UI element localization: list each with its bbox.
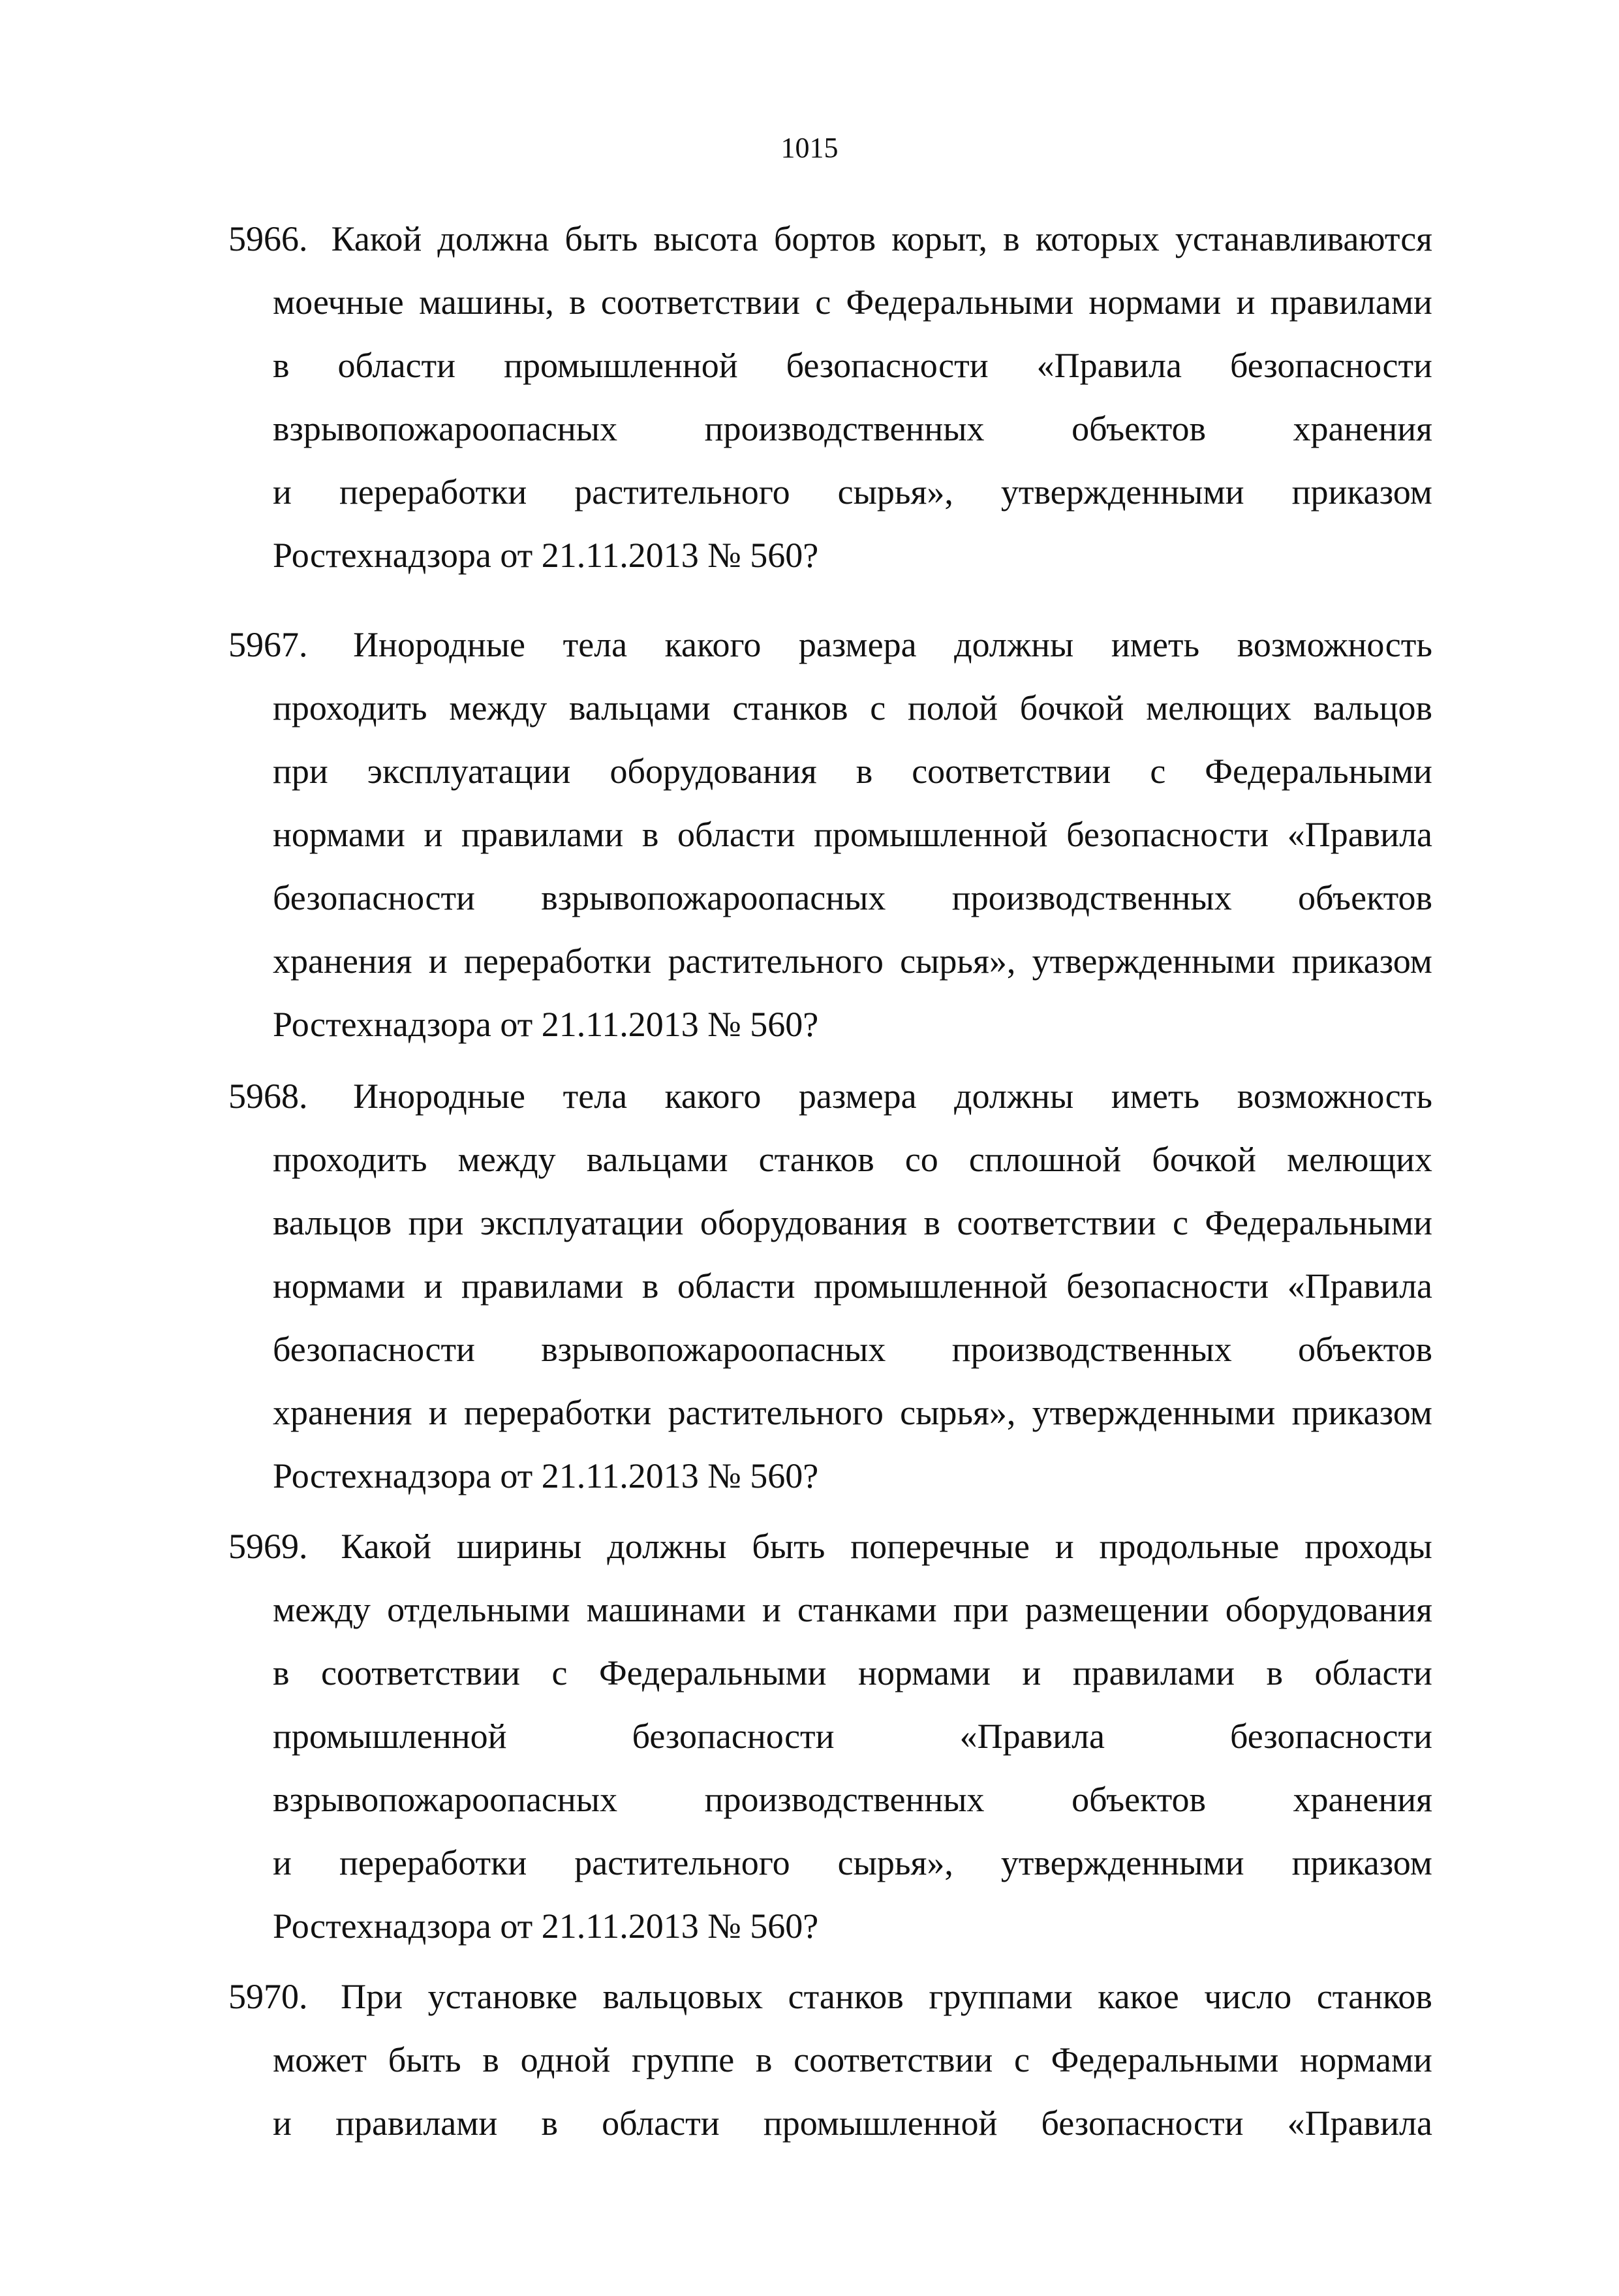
word: вальцовых	[602, 1977, 763, 2016]
question-line	[228, 1578, 1432, 1642]
word: иметь	[1111, 1077, 1200, 1116]
word: и	[273, 1843, 292, 1882]
word: «Правила	[1287, 1266, 1432, 1306]
word: соответствии	[794, 2040, 993, 2079]
word: с	[815, 283, 831, 322]
question-line	[228, 461, 1432, 524]
word: возможность	[1237, 1077, 1432, 1116]
word: взрывопожароопасных	[541, 878, 886, 917]
word: объектов	[1072, 1780, 1206, 1819]
question-line	[228, 1895, 1432, 1958]
question-line	[228, 1255, 1432, 1318]
word: группами	[929, 1977, 1073, 2016]
word: хранения	[273, 1393, 412, 1432]
word: оборудования	[609, 752, 817, 791]
word: оборудования	[700, 1203, 908, 1242]
word: Федеральными	[1205, 1203, 1432, 1242]
word: соответствии	[320, 1653, 521, 1692]
question-line	[228, 1445, 1432, 1508]
word: при	[408, 1203, 464, 1242]
question-line	[228, 1831, 1432, 1895]
word: одной	[520, 2040, 611, 2079]
word: эксплуатации	[480, 1203, 684, 1242]
question-line	[228, 2028, 1432, 2092]
question-text: Ростехнадзора от 21.11.2013 № 560?	[273, 1005, 819, 1044]
word: поперечные	[850, 1527, 1030, 1566]
question-line	[228, 1768, 1432, 1831]
word: бочкой	[1152, 1140, 1256, 1179]
word: быть	[564, 219, 638, 258]
question-text: Ростехнадзора от 21.11.2013 № 560?	[273, 1456, 819, 1495]
word: между	[273, 1590, 371, 1629]
word: и	[424, 815, 443, 854]
word: области	[677, 815, 795, 854]
word: в	[641, 815, 659, 854]
word: и	[1022, 1653, 1041, 1692]
word: со	[904, 1140, 938, 1179]
word: безопасности	[632, 1717, 835, 1756]
word: Федеральными	[598, 1653, 827, 1692]
question-line	[228, 1128, 1432, 1191]
word: соответствии	[600, 283, 801, 322]
question-line	[228, 1965, 1432, 2028]
word: сырья»,	[837, 472, 953, 512]
word: и	[273, 472, 292, 512]
question-line	[228, 271, 1432, 334]
word: мелющих	[1287, 1140, 1432, 1179]
word: и	[273, 2104, 292, 2143]
word: в	[569, 283, 586, 322]
word: может	[273, 2040, 367, 2079]
word: станков	[1316, 1977, 1432, 2016]
word: объектов	[1298, 1330, 1432, 1369]
word: безопасности	[1066, 1266, 1269, 1306]
word: вальцов	[1313, 688, 1432, 727]
word: какого	[664, 625, 762, 664]
word: нормами	[858, 1653, 991, 1692]
word: с	[1172, 1203, 1188, 1242]
word: приказом	[1291, 941, 1432, 981]
word: группе	[632, 2040, 735, 2079]
word: нормами	[1088, 283, 1222, 322]
question-number: 5967.	[228, 625, 308, 664]
word: машины,	[419, 283, 554, 322]
word: безопасности	[1041, 2104, 1244, 2143]
word: полой	[907, 688, 998, 727]
question-line	[228, 2092, 1432, 2155]
word: при	[273, 752, 328, 791]
word: в	[541, 2104, 558, 2143]
word: какое	[1098, 1977, 1179, 2016]
word: безопасности	[786, 346, 989, 385]
word: вальцов	[273, 1203, 392, 1242]
word: станков	[788, 1977, 904, 2016]
word: в	[641, 1266, 659, 1306]
word: в	[482, 2040, 499, 2079]
word: установке	[427, 1977, 578, 2016]
word: и	[1236, 283, 1256, 322]
word: Инородные	[353, 625, 526, 664]
question-line	[228, 1318, 1432, 1381]
word: тела	[563, 1077, 628, 1116]
word: быть	[388, 2040, 461, 2079]
word: станков	[758, 1140, 874, 1179]
word: безопасности	[273, 878, 475, 917]
question-line	[228, 207, 1432, 271]
word: в	[856, 752, 873, 791]
question-number: 5966.	[228, 219, 308, 258]
question-line	[228, 1065, 1432, 1128]
word: производственных	[951, 878, 1232, 917]
word: утвержденными	[1000, 1843, 1244, 1882]
word: отдельными	[387, 1590, 570, 1629]
word: быть	[752, 1527, 825, 1566]
word: с	[1013, 2040, 1030, 2079]
word: промышленной	[763, 2104, 998, 2143]
word: проходить	[273, 688, 427, 727]
word: правилами	[461, 815, 624, 854]
word: переработки	[339, 1843, 527, 1882]
word: При	[341, 1977, 403, 2016]
word: «Правила	[1036, 346, 1182, 385]
word: «Правила	[1287, 815, 1432, 854]
word: соответствии	[912, 752, 1111, 791]
question-text: Ростехнадзора от 21.11.2013 № 560?	[273, 1906, 819, 1946]
word: иметь	[1111, 625, 1200, 664]
question-line	[228, 334, 1432, 397]
word: станков	[732, 688, 848, 727]
word: утвержденными	[1032, 1393, 1276, 1432]
question-5967	[228, 613, 1432, 1056]
word: переработки	[463, 1393, 652, 1432]
word: ширины	[456, 1527, 582, 1566]
word: растительного	[574, 472, 790, 512]
question-5966	[228, 207, 1432, 587]
word: Инородные	[353, 1077, 526, 1116]
word: в	[1003, 219, 1020, 258]
word: какого	[664, 1077, 762, 1116]
word: и	[428, 1393, 448, 1432]
word: и	[762, 1590, 781, 1629]
question-number: 5970.	[228, 1977, 308, 2016]
word: соответствии	[957, 1203, 1156, 1242]
word: и	[424, 1266, 443, 1306]
word: приказом	[1291, 1843, 1432, 1882]
word: высота	[653, 219, 758, 258]
word: растительного	[668, 941, 884, 981]
question-number: 5968.	[228, 1077, 308, 1116]
question-line	[228, 524, 1432, 587]
question-line	[228, 1515, 1432, 1578]
question-line	[228, 740, 1432, 803]
word: взрывопожароопасных	[273, 1780, 618, 1819]
word: правилами	[461, 1266, 624, 1306]
word: и	[1055, 1527, 1074, 1566]
word: безопасности	[1230, 346, 1432, 385]
word: должны	[954, 625, 1074, 664]
question-line	[228, 1705, 1432, 1768]
word: между	[457, 1140, 556, 1179]
word: безопасности	[1066, 815, 1269, 854]
word: Федеральными	[1051, 2040, 1279, 2079]
word: в	[1266, 1653, 1283, 1692]
word: области	[602, 2104, 720, 2143]
word: сплошной	[968, 1140, 1122, 1179]
word: производственных	[704, 1780, 985, 1819]
word: между	[449, 688, 547, 727]
word: безопасности	[273, 1330, 475, 1369]
word: должны	[607, 1527, 727, 1566]
word: вальцами	[586, 1140, 728, 1179]
word: в	[755, 2040, 773, 2079]
word: растительного	[668, 1393, 884, 1432]
question-5970	[228, 1965, 1432, 2155]
word: утвержденными	[1032, 941, 1276, 981]
question-line	[228, 677, 1432, 740]
word: проходы	[1304, 1527, 1432, 1566]
word: вальцами	[568, 688, 711, 727]
word: Федеральными	[846, 283, 1074, 322]
word: переработки	[463, 941, 652, 981]
word: с	[1150, 752, 1166, 791]
word: сырья»,	[900, 1393, 1016, 1432]
word: станками	[797, 1590, 937, 1629]
word: нормами	[273, 815, 405, 854]
word: тела	[563, 625, 628, 664]
word: области	[677, 1266, 795, 1306]
question-line	[228, 1191, 1432, 1255]
word: проходить	[273, 1140, 427, 1179]
word: области	[337, 346, 456, 385]
word: в	[273, 1653, 290, 1692]
word: правилами	[335, 2104, 498, 2143]
word: безопасности	[1230, 1717, 1432, 1756]
word: продольные	[1099, 1527, 1280, 1566]
word: бортов	[773, 219, 876, 258]
question-5969	[228, 1515, 1432, 1958]
word: размера	[798, 1077, 917, 1116]
word: оборудования	[1225, 1590, 1432, 1629]
question-line	[228, 613, 1432, 677]
question-line	[228, 1381, 1432, 1445]
word: и	[428, 941, 448, 981]
word: растительного	[574, 1843, 790, 1882]
word: возможность	[1237, 625, 1432, 664]
word: эксплуатации	[367, 752, 571, 791]
word: хранения	[1293, 1780, 1432, 1819]
word: правилами	[1270, 283, 1432, 322]
word: должны	[954, 1077, 1074, 1116]
question-number: 5969.	[228, 1527, 308, 1566]
word: нормами	[1299, 2040, 1432, 2079]
word: объектов	[1298, 878, 1432, 917]
word: взрывопожароопасных	[273, 409, 618, 448]
word: промышленной	[814, 815, 1048, 854]
word: утвержденными	[1000, 472, 1244, 512]
word: хранения	[273, 941, 412, 981]
word: устанавливаются	[1175, 219, 1432, 258]
word: нормами	[273, 1266, 405, 1306]
word: Какой	[331, 219, 422, 258]
word: с	[870, 688, 886, 727]
word: с	[551, 1653, 568, 1692]
word: при	[953, 1590, 1009, 1629]
word: «Правила	[959, 1717, 1105, 1756]
word: переработки	[339, 472, 527, 512]
word: приказом	[1291, 472, 1432, 512]
word: области	[1314, 1653, 1432, 1692]
word: взрывопожароопасных	[541, 1330, 886, 1369]
word: моечные	[273, 283, 404, 322]
word: сырья»,	[837, 1843, 953, 1882]
word: объектов	[1072, 409, 1206, 448]
word: производственных	[951, 1330, 1232, 1369]
word: промышленной	[273, 1717, 507, 1756]
word: «Правила	[1287, 2104, 1432, 2143]
question-line	[228, 930, 1432, 993]
word: хранения	[1293, 409, 1432, 448]
word: промышленной	[504, 346, 738, 385]
word: которых	[1035, 219, 1160, 258]
question-text: Ростехнадзора от 21.11.2013 № 560?	[273, 536, 819, 575]
question-line	[228, 993, 1432, 1056]
question-5968	[228, 1065, 1432, 1508]
word: машинами	[586, 1590, 746, 1629]
word: Федеральными	[1205, 752, 1432, 791]
word: промышленной	[814, 1266, 1048, 1306]
question-line	[228, 1642, 1432, 1705]
word: сырья»,	[900, 941, 1016, 981]
word: приказом	[1291, 1393, 1432, 1432]
word: мелющих	[1146, 688, 1292, 727]
page-number: 1015	[780, 132, 839, 164]
word: должна	[437, 219, 549, 258]
question-line	[228, 397, 1432, 461]
word: правилами	[1072, 1653, 1235, 1692]
word: Какой	[341, 1527, 432, 1566]
word: производственных	[704, 409, 985, 448]
word: бочкой	[1019, 688, 1124, 727]
word: корыт,	[891, 219, 988, 258]
word: число	[1204, 1977, 1292, 2016]
question-line	[228, 803, 1432, 866]
word: размера	[798, 625, 917, 664]
word: размещении	[1025, 1590, 1209, 1629]
word: в	[273, 346, 290, 385]
word: в	[923, 1203, 941, 1242]
question-line	[228, 866, 1432, 930]
